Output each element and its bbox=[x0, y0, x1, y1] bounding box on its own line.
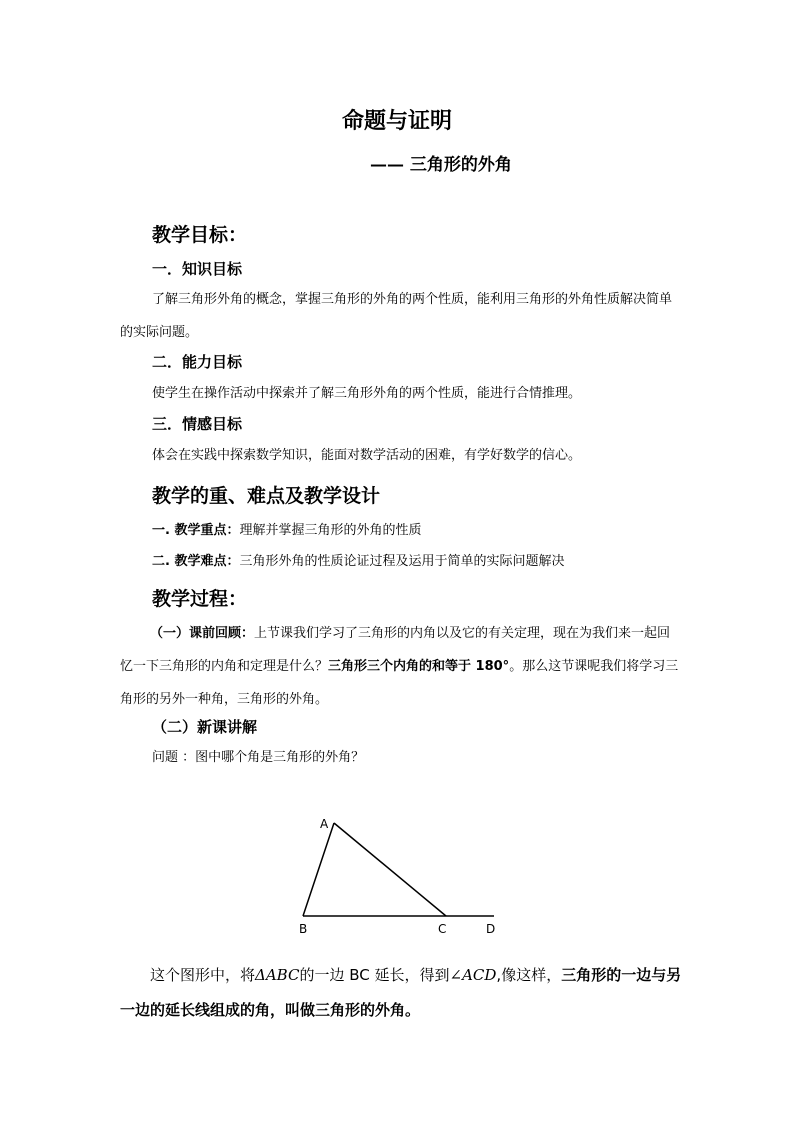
explain-text-3: ,像这样， bbox=[496, 966, 562, 984]
emotion-goal-heading: 三．情感目标 bbox=[152, 415, 243, 433]
difficulty-text: 三角形外角的性质论证过程及运用于简单的实际问题解决 bbox=[239, 554, 565, 569]
focus-row bbox=[152, 514, 421, 547]
focus-label: 一. 教学重点： bbox=[152, 523, 240, 538]
definition-bold: 三角形的一边与另一边的延长线组成的角，叫做三角形的外角。 bbox=[120, 966, 682, 1019]
triangle-figure bbox=[290, 810, 510, 940]
focus-text: 理解并掌握三角形的外角的性质 bbox=[239, 523, 422, 538]
label-d: D bbox=[486, 922, 496, 936]
question-text: 问题 ：图中哪个角是三角形的外角？ bbox=[152, 750, 365, 765]
difficulty-row bbox=[152, 545, 564, 578]
difficulty-label: 二. 教学难点： bbox=[152, 554, 240, 569]
page-title: 命题与证明 bbox=[341, 108, 452, 134]
page-subtitle: —— 三角形的外角 bbox=[370, 155, 512, 175]
side-ab bbox=[303, 823, 334, 916]
ability-goal-text: 使学生在操作活动中探索并了解三角形外角的两个性质，能进行合情推理。 bbox=[152, 386, 582, 401]
ability-goal-heading: 二．能力目标 bbox=[152, 353, 243, 371]
label-a: A bbox=[320, 817, 329, 831]
explain-text-1: 这个图形中，将 bbox=[150, 966, 256, 984]
explain-text-2: 的一边 BC 延长，得到 bbox=[299, 966, 450, 984]
review-label: （一）课前回顾： bbox=[150, 626, 255, 641]
review-text-2: 。那么这节课呢我们将学习三角形的另外一种角，三角形的外角。 bbox=[120, 659, 679, 707]
label-c: C bbox=[438, 922, 447, 936]
process-heading: 教学过程： bbox=[152, 588, 248, 610]
knowledge-goal-heading: 一．知识目标 bbox=[152, 260, 243, 278]
key-points-heading: 教学的重、难点及教学设计 bbox=[152, 485, 381, 507]
new-lesson-heading: （二）新课讲解 bbox=[152, 718, 258, 736]
label-b: B bbox=[299, 922, 308, 936]
side-ac bbox=[334, 823, 446, 916]
explain-triangle: ΔABC bbox=[255, 966, 300, 984]
definition-paragraph bbox=[120, 958, 682, 1028]
explain-angle: ∠ACD bbox=[449, 966, 497, 984]
review-paragraph bbox=[120, 617, 680, 716]
emotion-goal-text: 体会在实践中探索数学知识，能面对数学活动的困难，有学好数学的信心。 bbox=[152, 448, 582, 463]
teaching-goals-heading: 教学目标： bbox=[152, 224, 248, 246]
review-bold: 三角形三个内角的和等于 180° bbox=[328, 659, 510, 674]
knowledge-goal-text: 了解三角形外角的概念，掌握三角形的外角的两个性质，能利用三角形的外角性质解决简单的实际问题。 bbox=[120, 292, 673, 340]
review-text-1: 上节课我们学习了三角形的内角以及它的有关定理，现在为我们来一起回忆一下三角形的内角和定理是什么？ bbox=[120, 626, 671, 674]
